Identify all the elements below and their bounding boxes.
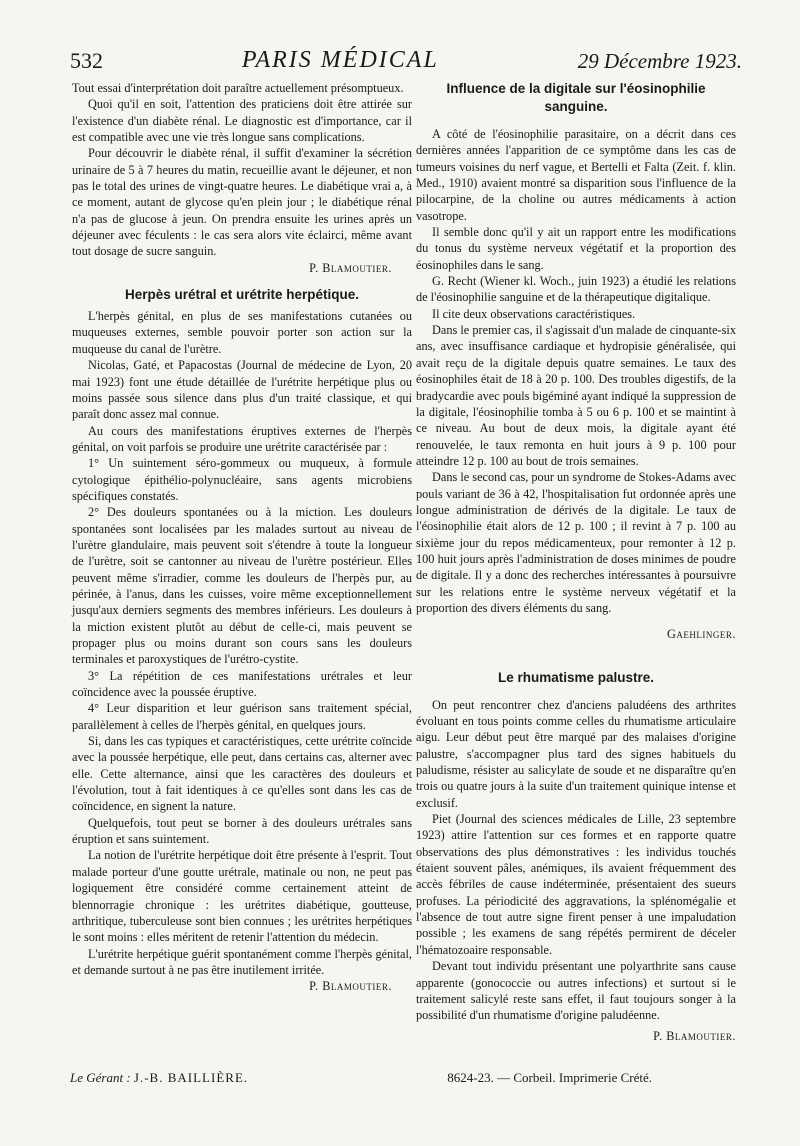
paragraph: Dans le premier cas, il s'agissait d'un malade de cinquante-six ans, avec insuffisance cardiaque et hydropisie généralisée, qui avait reçu de la digitale depuis quatre semaines. Le taux des éosinophiles était de 18 à 20 p. 100. Des troubles digestifs, de la bradycardie avec pouls bigéminé ayant indiqué la suppression de la digitale, l'éosinophilie tomba à 5 ou 6 p. 100 et se maintint à ce niveau. Au bout de deux mois, la digitale ayant été renouvelée, le taux remonta en huit jours à 9 p. 100 pour atteindre 12 p. 100 au bout de trois semaines. bbox=[416, 323, 736, 468]
paragraph: Il cite deux observations caractéristiques. bbox=[432, 306, 636, 321]
paragraph: Pour découvrir le diabète rénal, il suffit d'examiner la sécrétion urinaire de 5 à 7 heures du matin, recueillie avant le déjeuner, et non pas le total des urines de vingt-quatre heures. Le diabétique vrai a, à ce moment, autant de glycose qu'en plein jour ; le diabétique rénal n'a pas de glucose à jeun. On prendra ensuite les urines après un déjeuner avec féculents : le cas sera alors vite éclairci, même avant tout dosage de sucre sanguin. bbox=[72, 146, 412, 259]
paragraph: Quoi qu'il en soit, l'attention des praticiens doit être attirée sur l'existence d'un diabète rénal. Le diagnostic est d'importance, car il est compatible avec une vie très longue sans complications. bbox=[72, 97, 412, 145]
paragraph: Piet (Journal des sciences médicales de Lille, 23 septembre 1923) attire l'attention sur ces formes et en rapporte quatre observations des plus démonstratives : les individus touchés étaient souvent pâles, anémiques, ils avaient fréquemment des accès fébriles de cause indéterminée, présentaient des sueurs profuses. La périodicité des aggravations, la splénomégalie et l'absence de tout autre signe firent penser à une impaludation possible ; les examens de sang répétés permirent de déceler l'hématozoaire responsable. bbox=[416, 812, 736, 957]
author-signature: P. Blamoutier. bbox=[309, 260, 392, 275]
article-heading: Le rhumatisme palustre. bbox=[497, 669, 655, 685]
article-heading: Herpès urétral et urétrite herpétique. bbox=[124, 287, 360, 303]
author-signature: Gaehlinger. bbox=[667, 627, 736, 642]
author-signature: P. Blamoutier. bbox=[309, 979, 392, 994]
paragraph: 2° Des douleurs spontanées ou à la miction. Les douleurs spontanées sont localisées par les malades surtout au niveau de l'urètre glandulaire, mais peuvent soit s'étendre à toute la longueur de l'urètre, soit se cantonner au niveau de l'urètre postérieur. Elles peuvent même s'irradier, comme les douleurs de l'herpès pur, au périnée, à l'anus, dans les cuisses, voire même exceptionnellement jusqu'aux derniers segments des membres inférieurs. Les douleurs à la miction existent plutôt au début de celle-ci, mais peuvent se propager plus ou moins durant son cours sans les douleurs terminales et paroxystiques de l'urétro-cystite. bbox=[72, 505, 412, 667]
paragraph: A côté de l'éosinophilie parasitaire, on a décrit dans ces dernières années l'apparition de ce symptôme dans les cas de tumeurs voisines du nerf vague, et Bertelli et Falta (Zeit. f. klin. Med., 1910) avaient montré sa disparition sous l'influence de la pilocarpine, de la choline ou autres médicaments à action vasotrope. bbox=[416, 127, 736, 223]
page-number: 532 bbox=[70, 48, 103, 73]
paragraph: 4° Leur disparition et leur guérison sans traitement spécial, parallèlement à celles de l'herpès génital, en quelques jours. bbox=[72, 701, 412, 732]
paragraph: Dans le second cas, pour un syndrome de Stokes-Adams avec pouls variant de 36 à 42, l'hospitalisation fut ordonnée après une longue administration de dérivés de la digitale. Le taux de l'éosinophilie était alors de 12 p. 100 ; il revint à 7 p. 100 au sixième jour du repos médicamenteux, pour remonter à 12 p. 100 huit jours après l'administration de doses minimes de poudre de digitale. Il y a donc des recherches intéressantes à poursuivre sur les relations entre le système nerveux végétatif et la proportion des divers éléments du sang. bbox=[416, 470, 736, 615]
paragraph: Au cours des manifestations éruptives externes de l'herpès génital, on voit parfois se produire une urétrite caractérisée par : bbox=[72, 423, 412, 454]
page-footer bbox=[70, 1066, 742, 1090]
paragraph: Si, dans les cas typiques et caractéristiques, cette urétrite coïncide avec la poussée herpétique, elle peut, dans certains cas, alterner avec elle. Cette alternance, ainsi que les caractères des douleurs et l'évolution, tout à fait identiques à ce qu'elles sont dans les cas de coïncidence, en signent la nature. bbox=[72, 734, 412, 814]
gerant-credit bbox=[70, 1070, 248, 1086]
paragraph: Quelquefois, tout peut se borner à des douleurs urétrales sans éruption et sans suintement. bbox=[72, 815, 412, 847]
paragraph: Tout essai d'interprétation doit paraître actuellement présomptueux. bbox=[72, 81, 404, 95]
issue-date: 29 Décembre 1923. bbox=[577, 49, 742, 73]
paragraph: 1° Un suintement séro-gommeux ou muqueux, à formule cytologique épithélio-polynucléaire, sans agents microbiens spécifiques constatés. bbox=[72, 456, 412, 503]
paragraph: La notion de l'urétrite herpétique doit être présente à l'esprit. Tout malade porteur d'une goutte urétrale, matinale ou non, ne peut pas logiquement être considéré comme certainement atteint de blennorragie chronique : les urétrites diabétique, goutteuse, arthritique, tuberculeuse sont bien connues ; les urétrites herpétiques le sont moins : elles méritent de retenir l'attention du médecin. bbox=[72, 848, 412, 945]
paragraph: On peut rencontrer chez d'anciens paludéens des arthrites évoluant en tous points comme celles du rhumatisme articulaire aigu. Leur début peut être marqué par des malaises d'origine palustre, s'accompagner plus tard des signes habituels du paludisme, résister au salicylate de soude et ne disparaître qu'en trois ou quatre jours à la suite d'un traitement quinique intense et exclusif. bbox=[416, 697, 736, 810]
left-column bbox=[72, 80, 412, 995]
gerant-name: J.-B. BAILLIÈRE. bbox=[133, 1070, 249, 1085]
paragraph: Devant tout individu présentant une polyarthrite sans cause apparente (gonococcie ou autres infections) et surtout si le traitement salicylé reste sans effet, il faut toujours songer à la possibilité d'un rhumatisme d'origine paludéenne. bbox=[416, 959, 736, 1023]
gerant-label: Le Gérant : bbox=[70, 1070, 131, 1085]
article-heading: Influence de la digitale sur l'éosinophilie sanguine. bbox=[446, 81, 706, 114]
journal-title: PARIS MÉDICAL bbox=[241, 47, 439, 73]
right-column bbox=[416, 80, 736, 1044]
paragraph: G. Recht (Wiener kl. Woch., juin 1923) a étudié les relations de l'éosinophilie sanguine et de la thérapeutique digitalique. bbox=[416, 274, 736, 305]
paragraph: L'urétrite herpétique guérit spontanément comme l'herpès génital, et demande surtout à ne pas être inutilement irritée. bbox=[72, 946, 412, 977]
paragraph: L'herpès génital, en plus de ses manifestations cutanées ou muqueuses externes, semble pouvoir porter son action sur la muqueuse du canal de l'urètre. bbox=[72, 309, 412, 356]
paragraph: 3° La répétition de ces manifestations urétrales et leur coïncidence avec la poussée éruptive. bbox=[72, 668, 412, 700]
printer-credit: 8624-23. — Corbeil. Imprimerie Crété. bbox=[447, 1070, 652, 1085]
author-signature: P. Blamoutier. bbox=[653, 1028, 736, 1043]
paragraph: Il semble donc qu'il y ait un rapport entre les modifications du tonus du système nerveux végétatif et la proportion des éosinophiles dans le sang. bbox=[416, 225, 736, 272]
running-header bbox=[70, 40, 742, 74]
paragraph: Nicolas, Gaté, et Papacostas (Journal de médecine de Lyon, 20 mai 1923) font une étude détaillée de l'urétrite herpétique plus ou moins passée sous silence dans plus d'un traité classique, et qui paraît donc assez mal connue. bbox=[72, 358, 412, 422]
